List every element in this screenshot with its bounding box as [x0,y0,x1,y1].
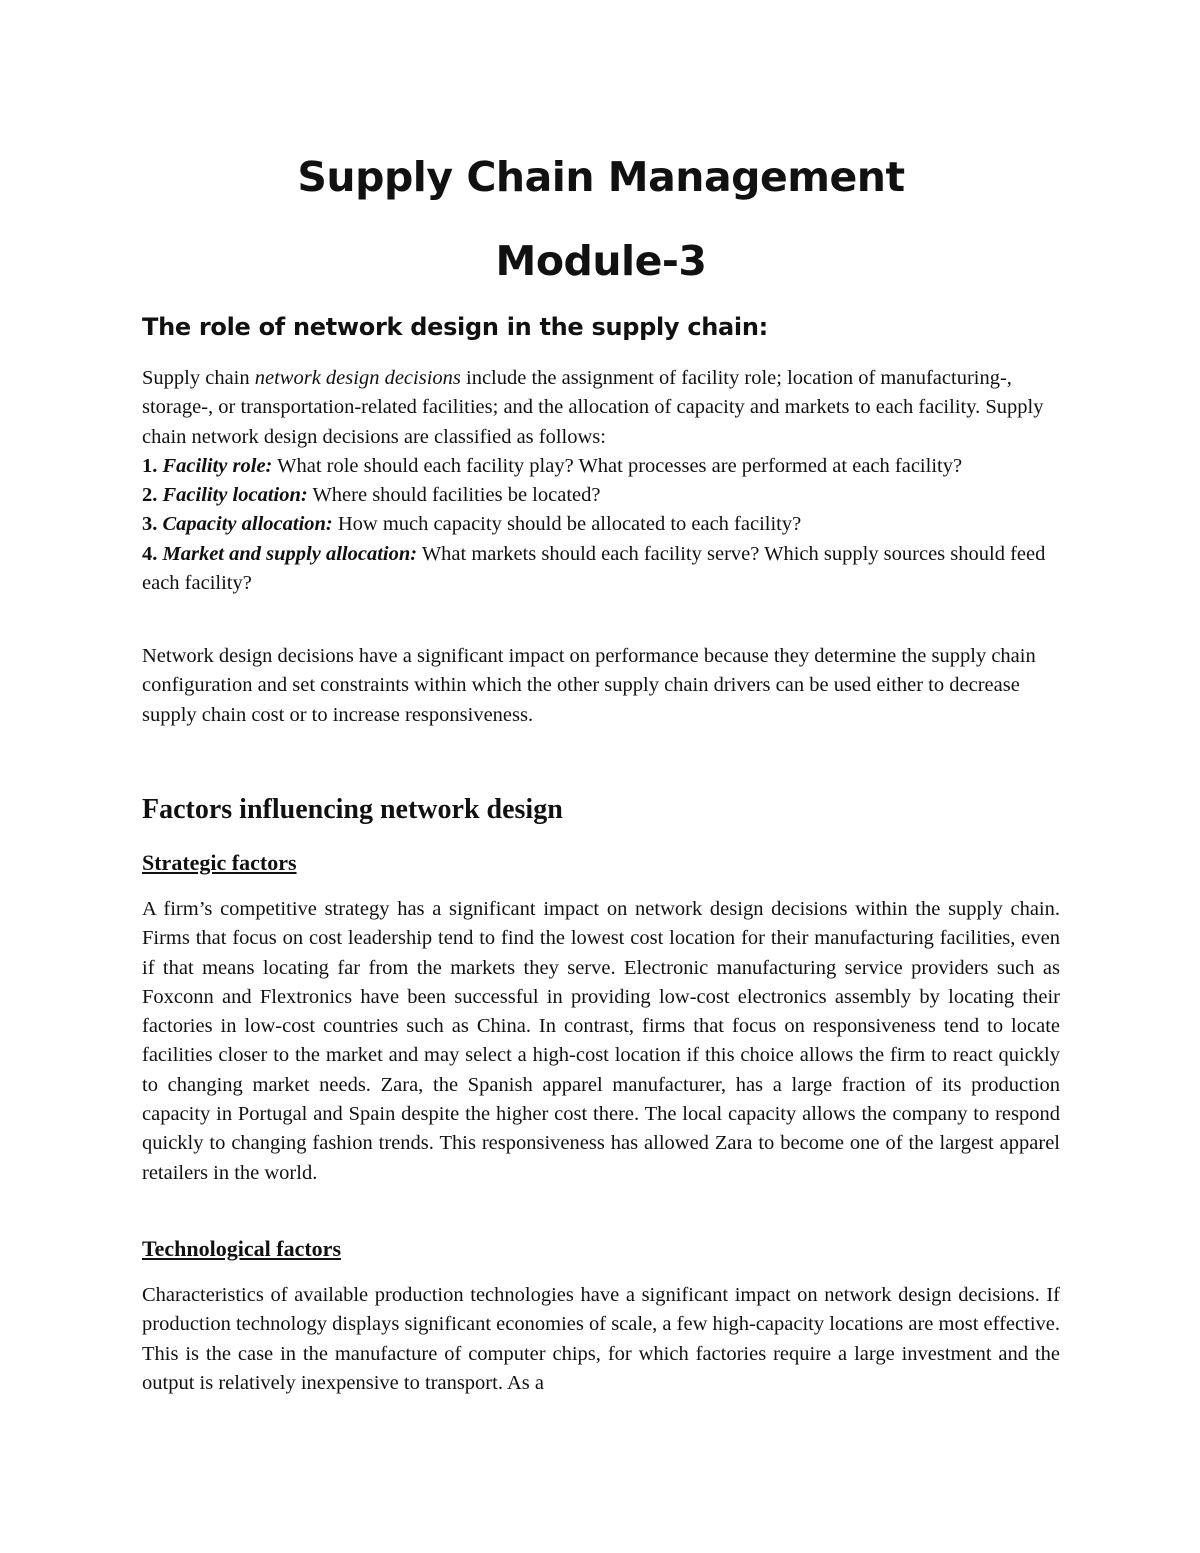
list-number: 2. [142,484,158,507]
intro-before: Supply chain [142,367,255,389]
technological-factors-paragraph: Characteristics of available production technologies have a significant impact on network design decisions. If production technology displays significant economies of scale, a few high-capacity locations are most effective. This is the case in the manufacture of computer chips, for which factories require a large investment and the output is relatively inexpensive to transport. As a [142,1284,1060,1394]
list-number: 4. [142,542,158,565]
list-term: Facility location: [162,484,308,507]
list-number: 1. [142,454,158,477]
impact-paragraph: Network design decisions have a significant impact on performance because they determine the supply chain configuration and set constraints within which the other supply chain drivers can be used either to decrease supply chain cost or to increase responsiveness. [142,645,1036,726]
list-text: How much capacity should be allocated to each facility? [332,513,802,536]
list-text: What markets should each facility serve? Which supply sources should feed each facility? [142,542,1046,595]
list-item [142,452,1060,481]
list-term: Market and supply allocation: [162,542,418,565]
section-heading-factors: Factors influencing network design [142,794,563,825]
document-subtitle: Module-3 [495,237,707,285]
intro-after: include the assignment of facility role; location of manufacturing-, storage-, or transportation-related facilities; and the allocation of capacity and markets to each facility. Supply chain network design decisions are classified as follows: [142,367,1044,448]
list-number: 3. [142,513,158,536]
list-item [142,540,1060,599]
list-term: Facility role: [162,454,273,477]
list-term: Capacity allocation: [162,513,333,536]
section-heading-network-design-role: The role of network design in the supply chain: [142,313,768,341]
list-text: Where should facilities be located? [307,484,601,507]
list-item [142,510,1060,539]
strategic-factors-paragraph: A firm’s competitive strategy has a significant impact on network design decisions within the supply chain. Firms that focus on cost leadership tend to find the lowest cost location for their manufacturing facilities, even if that means locating far from the markets they serve. Electronic manufacturing service providers such as Foxconn and Flextronics have been successful in providing low-cost electronics assembly by locating their factories in low-cost countries such as China. In contrast, firms that focus on responsiveness tend to locate facilities closer to the market and may select a high-cost location if this choice allows the firm to react quickly to changing market needs. Zara, the Spanish apparel manufacturer, has a large fraction of its production capacity in Portugal and Spain despite the higher cost there. The local capacity allows the company to respond quickly to changing fashion trends. This responsiveness has allowed Zara to become one of the largest apparel retailers in the world. [142,898,1060,1184]
intro-emphasis: network design decisions [254,367,461,389]
subheading-strategic-factors: Strategic factors [142,850,297,875]
document-title: Supply Chain Management [297,153,905,201]
list-item [142,481,1060,510]
intro-text [142,364,1060,452]
subheading-technological-factors: Technological factors [142,1236,341,1261]
list-text: What role should each facility play? What processes are performed at each facility? [272,454,963,477]
decisions-paragraph [142,364,1060,598]
